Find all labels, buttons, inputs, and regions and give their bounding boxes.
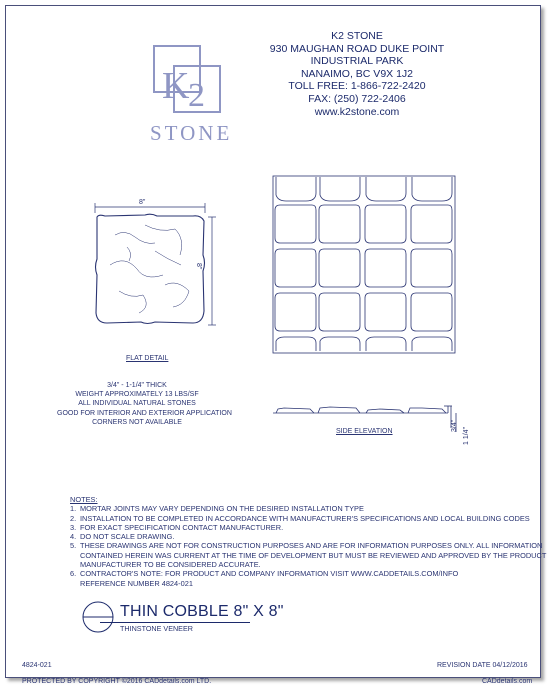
cobble-stone xyxy=(365,249,406,287)
note-line xyxy=(70,569,546,578)
fax: FAX: (250) 722-2406 xyxy=(308,92,406,105)
note-text: INSTALLATION TO BE COMPLETED IN ACCORDANCE WITH MANUFACTURER'S SPECIFICATIONS AND LOCAL BUILDING CODES xyxy=(80,513,530,523)
cobble-stone xyxy=(319,205,360,243)
note-text: THESE DRAWINGS ARE NOT FOR CONSTRUCTION PURPOSES AND ARE FOR INFORMATION PURPOSES ONLY. ALL INFORMATION xyxy=(80,541,543,551)
cobble-stone xyxy=(411,293,452,331)
note-text: MORTAR JOINTS MAY VARY DEPENDING ON THE DESIRED INSTALLATION TYPE xyxy=(80,504,364,514)
cobble-stone xyxy=(366,337,406,351)
cobble-stone xyxy=(411,205,452,243)
cobble-stone xyxy=(276,177,316,201)
note-number: 6. xyxy=(70,569,77,579)
cobble-stone xyxy=(320,337,360,351)
cobble-stone xyxy=(412,177,452,201)
street-address: 930 MAUGHAN ROAD DUKE POINT xyxy=(269,42,445,55)
note-text: DO NOT SCALE DRAWING. xyxy=(80,532,175,542)
cobble-stone xyxy=(275,293,316,331)
note-number xyxy=(70,551,80,560)
k2-logo-mark xyxy=(150,40,230,120)
note-line xyxy=(70,514,546,523)
company-address xyxy=(262,30,452,118)
note-line xyxy=(70,551,546,560)
flat-detail-specs xyxy=(57,381,232,427)
note-text: CONTRACTOR'S NOTE: FOR PRODUCT AND COMPANY INFORMATION VISIT WWW.CADDETAILS.COM/INFO xyxy=(80,569,459,579)
note-number xyxy=(70,560,80,569)
city-postal: NANAIMO, BC V9X 1J2 xyxy=(300,67,414,80)
cobble-stone xyxy=(320,177,360,201)
note-number: 3. xyxy=(70,522,77,532)
note-text: FOR EXACT SPECIFICATION CONTACT MANUFACTURER. xyxy=(80,522,284,532)
note-number: 2. xyxy=(70,513,77,523)
note-text: CONTAINED HEREIN WAS CURRENT AT THE TIME OF DEVELOPMENT BUT MUST BE REVIEWED AND APPROVED BY THE PRODUCT xyxy=(80,550,547,560)
note-line xyxy=(70,560,546,569)
note-number: 4. xyxy=(70,532,77,542)
caddetails-link[interactable]: CADdetails.com xyxy=(482,678,533,685)
cobble-stone xyxy=(366,177,406,201)
cobble-stone xyxy=(365,205,406,243)
website-link[interactable]: www.k2stone.com xyxy=(314,105,400,118)
flat-width-dimension: 8" xyxy=(139,199,146,206)
note-number xyxy=(70,579,80,588)
copyright-text: PROTECTED BY COPYRIGHT ©2016 CADdetails.com LTD. xyxy=(22,678,212,685)
cobble-stone xyxy=(276,337,316,351)
reference-number: 4824-021 xyxy=(22,662,52,669)
side-elevation-label: SIDE ELEVATION xyxy=(336,428,393,435)
note-number: 1. xyxy=(70,504,77,514)
notes-heading: NOTES: xyxy=(70,495,98,504)
cobble-stone xyxy=(275,205,316,243)
svg-text:2: 2 xyxy=(188,77,205,114)
title-underline xyxy=(100,622,250,623)
cobble-stone-outline xyxy=(96,214,205,323)
cobble-stone xyxy=(365,293,406,331)
cobble-stone xyxy=(319,249,360,287)
drawing-title: THIN COBBLE 8" X 8" xyxy=(120,603,284,620)
spec-weight: WEIGHT APPROXIMATELY 13 LBS/SF xyxy=(75,391,199,399)
spec-application: GOOD FOR INTERIOR AND EXTERIOR APPLICATION xyxy=(57,409,232,417)
note-text: MANUFACTURER TO BE CONSIDERED ACCURATE. xyxy=(80,560,261,570)
toll-free: TOLL FREE: 1-866-722-2420 xyxy=(288,80,426,93)
cobble-pattern-drawing xyxy=(272,175,457,355)
svg-text:K: K xyxy=(162,65,190,107)
note-line xyxy=(70,532,546,541)
note-text: REFERENCE NUMBER 4824-021 xyxy=(80,578,193,588)
cobble-stone xyxy=(275,249,316,287)
flat-detail-drawing xyxy=(85,195,225,335)
spec-natural: ALL INDIVIDUAL NATURAL STONES xyxy=(78,400,196,408)
notes-list xyxy=(70,504,546,588)
cobble-stone xyxy=(319,293,360,331)
address-line-2: INDUSTRIAL PARK xyxy=(310,55,404,68)
cobble-stone xyxy=(412,337,452,351)
cobble-stone xyxy=(411,249,452,287)
side-elevation-drawing xyxy=(270,398,470,448)
notes-section xyxy=(70,495,546,588)
note-number: 5. xyxy=(70,541,77,551)
logo-wordmark: STONE xyxy=(150,121,233,145)
side-dim-thin: 3/4" xyxy=(451,419,458,432)
revision-date: REVISION DATE 04/12/2016 xyxy=(437,662,528,669)
spec-corners: CORNERS NOT AVAILABLE xyxy=(92,418,182,426)
note-line xyxy=(70,541,546,550)
spec-thickness: 3/4" - 1-1/4" THICK xyxy=(107,382,167,389)
drawing-subtitle: THINSTONE VENEER xyxy=(120,624,193,633)
side-dim-thick: 1 1/4" xyxy=(463,426,470,445)
note-line xyxy=(70,579,546,588)
note-line xyxy=(70,523,546,532)
company-name: K2 STONE xyxy=(331,30,383,42)
note-line xyxy=(70,504,546,513)
flat-detail-label: FLAT DETAIL xyxy=(126,355,169,362)
flat-height-dimension: 8" xyxy=(195,263,202,270)
